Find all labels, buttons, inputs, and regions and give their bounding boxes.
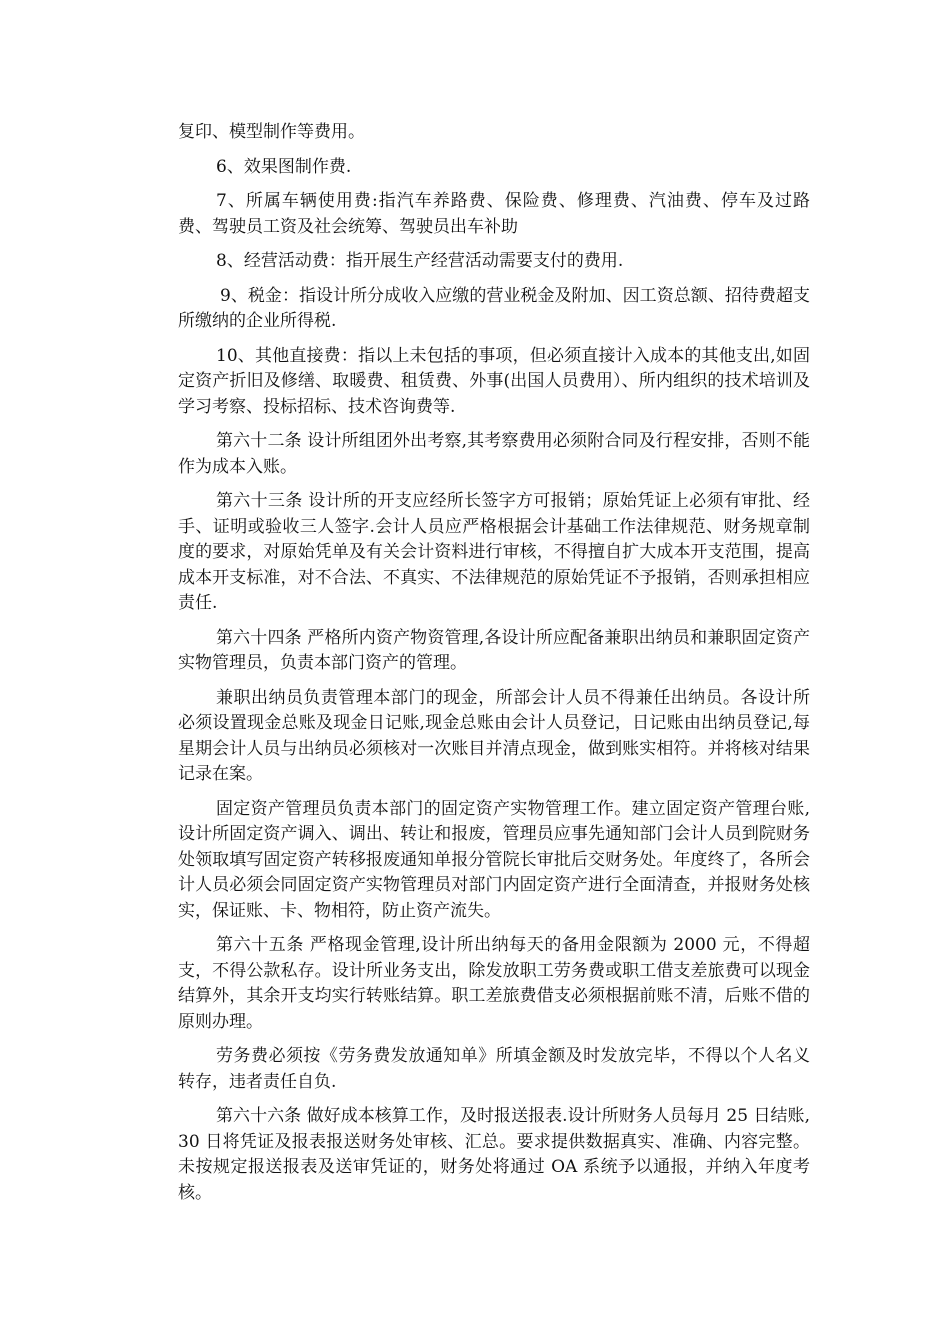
paragraph: 8、经营活动费：指开展生产经营活动需要支付的费用. <box>216 251 624 271</box>
paragraph: 劳务费必须按《劳务费发放通知单》所填金额及时发放完毕，不得以个人名义转存，违者责任自负. <box>178 1046 810 1092</box>
paragraph: 9、税金：指设计所分成收入应缴的营业税金及附加、因工资总额、招待费超支所缴纳的企业所得税. <box>178 285 810 331</box>
paragraph: 7、所属车辆使用费:指汽车养路费、保险费、修理费、汽油费、停车及过路费、驾驶员工资及社会统筹、驾驶员出车补助 <box>178 191 810 237</box>
paragraph: 第六十六条 做好成本核算工作，及时报送报表.设计所财务人员每月 25 日结账,30 日将凭证及报表报送财务处审核、汇总。要求提供数据真实、准确、内容完整。未按规定报送报表及送审凭证的，财务处将通过 OA 系统予以通报，并纳入年度考核。 <box>178 1106 810 1203</box>
paragraph: 固定资产管理员负责本部门的固定资产实物管理工作。建立固定资产管理台账,设计所固定资产调入、调出、转让和报废，管理员应事先通知部门会计人员到院财务处领取填写固定资产转移报废通知单报分管院长审批后交财务处。年度终了，各所会计人员必须会同固定资产实物管理员对部门内固定资产进行全面清查，并报财务处核实，保证账、卡、物相符，防止资产流失。 <box>178 798 810 921</box>
paragraph: 兼职出纳员负责管理本部门的现金，所部会计人员不得兼任出纳员。各设计所必须设置现金总账及现金日记账,现金总账由会计人员登记，日记账由出纳员登记,每星期会计人员与出纳员必须核对一次账目并清点现金，做到账实相符。并将核对结果记录在案。 <box>178 687 810 784</box>
paragraph: 第六十五条 严格现金管理,设计所出纳每天的备用金限额为 2000 元，不得超支，不得公款私存。设计所业务支出，除发放职工劳务费或职工借支差旅费可以现金结算外，其余开支均实行转账结算。职工差旅费借支必须根据前账不清，后账不借的原则办理。 <box>178 935 810 1032</box>
paragraph: 第六十二条 设计所组团外出考察,其考察费用必须附合同及行程安排，否则不能作为成本入账。 <box>178 431 810 477</box>
paragraph: 复印、模型制作等费用。 <box>178 122 365 142</box>
document-body <box>178 120 810 1215</box>
paragraph: 6、效果图制作费. <box>216 156 352 177</box>
paragraph: 第六十四条 严格所内资产物资管理,各设计所应配备兼职出纳员和兼职固定资产实物管理员，负责本部门资产的管理。 <box>178 627 810 673</box>
paragraph: 10、其他直接费：指以上未包括的事项，但必须直接计入成本的其他支出,如固定资产折旧及修缮、取暖费、租赁费、外事(出国人员费用）、所内组织的技术培训及学习考察、投标招标、技术咨询费等. <box>178 345 810 417</box>
paragraph: 第六十三条 设计所的开支应经所长签字方可报销；原始凭证上必须有审批、经手、证明或验收三人签字.会计人员应严格根据会计基础工作法律规范、财务规章制度的要求，对原始凭单及有关会计资料进行审核，不得擅自扩大成本开支范围，提高成本开支标准，对不合法、不真实、不法律规范的原始凭证不予报销，否则承担相应责任. <box>178 491 810 613</box>
